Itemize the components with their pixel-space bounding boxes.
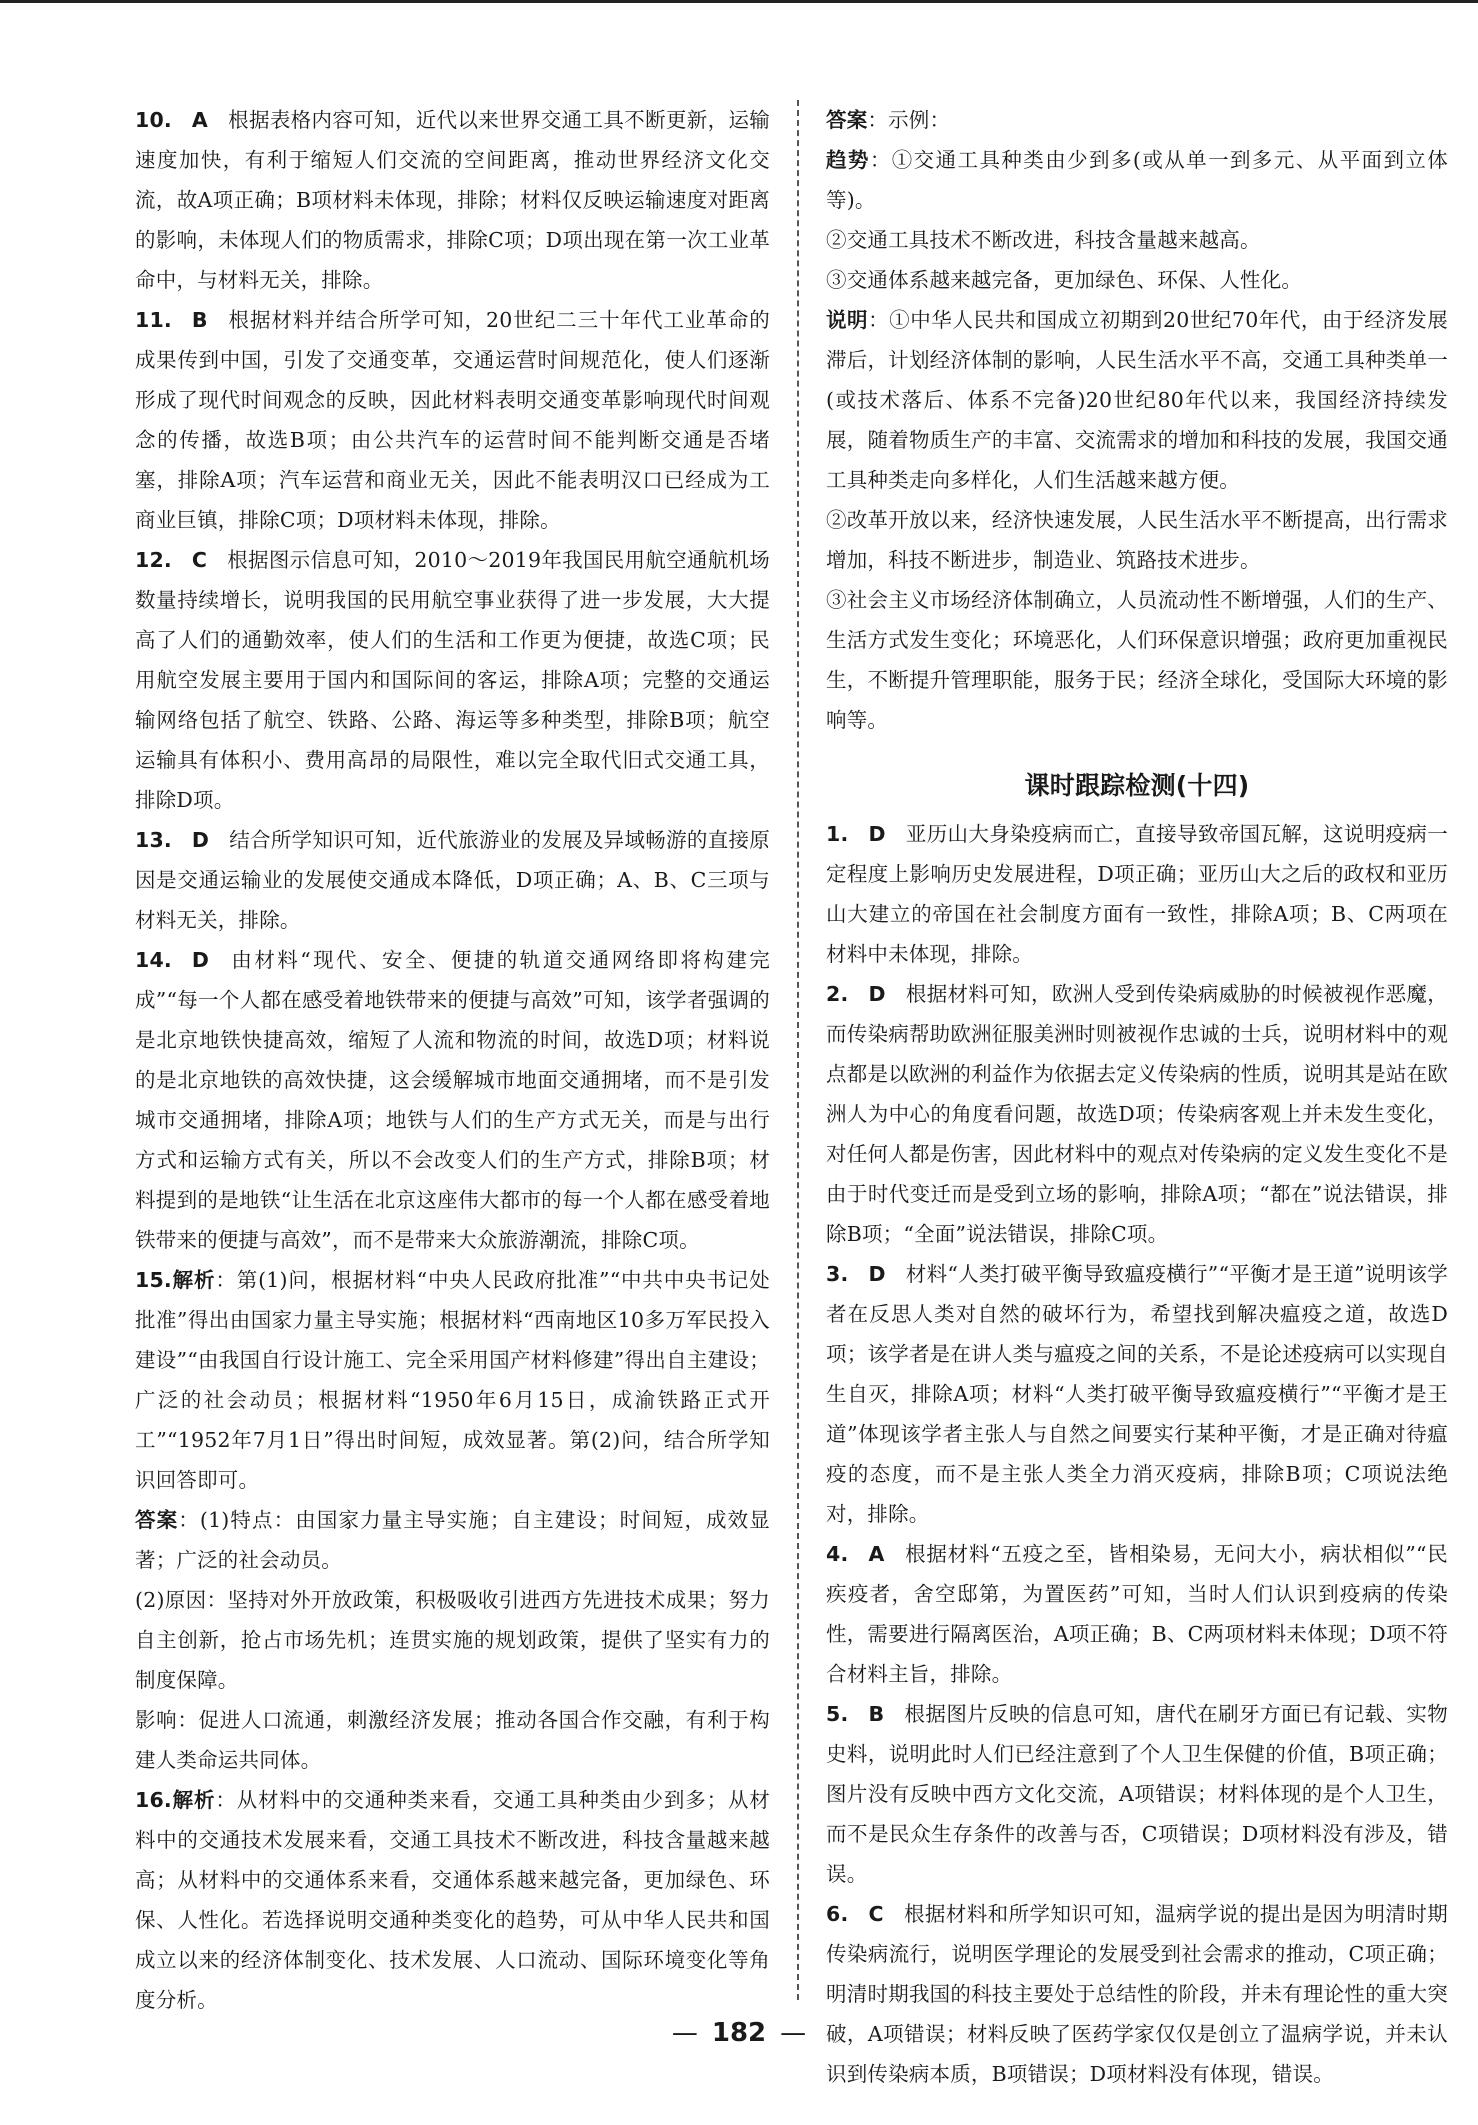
explain-2: ②改革开放以来，经济快速发展，人民生活水平不断提高，出行需求增加，科技不断进步，制造业、筑路技术进步。 [826, 508, 1448, 572]
answer-item-15: 15.解析：第(1)问，根据材料“中央人民政府批准”“中共中央书记处批准”得出由国家力量主导实施；根据材料“西南地区10多万军民投入建设”“由我国自行设计施工、完全采用国产材料修建”得出自主建设；广泛的社会动员；根据材料“1950年6月15日，成渝铁路正式开工”“1952年7月1日”得出时间短，成效显著。第(2)问，结合所学知识回答即可。 [135, 1268, 771, 1492]
trend-2: ②交通工具技术不断改进，科技含量越来越高。 [826, 228, 1261, 252]
answer-item-16: 16.解析：从材料中的交通种类来看，交通工具种类由少到多；从材料中的交通技术发展来看，交通工具技术不断改进，科技含量越来越高；从材料中的交通体系来看，交通体系越来越完备，更加绿色、环保、人性化。若选择说明交通种类变化的趋势，可从中华人民共和国成立以来的经济体制变化、技术发展、人口流动、国际环境变化等角度分析。 [135, 1788, 771, 2012]
item-text: 根据材料可知，欧洲人受到传染病威胁的时候被视作恶魔，而传染病帮助欧洲征服美洲时则被视作忠诚的士兵，说明材料中的观点都是以欧洲的利益作为依据去定义传染病的性质，说明其是站在欧洲人为中心的角度看问题，故选D项；传染病客观上并未发生变化，对任何人都是伤害，因此材料中的观点对传染病的定义发生变化不是由于时代变迁而是受到立场的影响，排除A项；“都在”说法错误，排除B项；“全面”说法错误，排除C项。 [826, 982, 1448, 1246]
left-column [135, 100, 770, 2020]
answer-item-14 [135, 940, 770, 1260]
answer-item-11 [135, 300, 770, 540]
item-head: 14. D [135, 948, 210, 972]
q15-answer-3: 影响：促进人口流通，刺激经济发展；推动各国合作交融，有利于构建人类命运共同体。 [135, 1708, 770, 1772]
item-text: 根据表格内容可知，近代以来世界交通工具不断更新，运输速度加快，有利于缩短人们交流的空间距离，推动世界经济文化交流，故A项正确；B项材料未体现，排除；材料仅反映运输速度对距离的影响，未体现人们的物质需求，排除C项；D项出现在第一次工业革命中，与材料无关，排除。 [135, 108, 770, 292]
section-title: 课时跟踪检测(十四) [1024, 771, 1250, 800]
answer-label: 答案 [135, 1508, 179, 1532]
trend-3: ③交通体系越来越完备，更加绿色、环保、人性化。 [826, 268, 1303, 292]
answer-item-10 [135, 100, 770, 300]
page-number: 182 [711, 2018, 767, 2048]
right-column [826, 100, 1448, 2094]
answer-label: 答案 [826, 108, 868, 132]
item-head: 4. A [826, 1542, 885, 1566]
trend-1: 趋势：①交通工具种类由少到多(或从单一到多元、从平面到立体等)。 [826, 148, 1448, 212]
item-head: 12. C [135, 548, 208, 572]
explain-1: 说明：①中华人民共和国成立初期到20世纪70年代，由于经济发展滞后，计划经济体制的影响，人民生活水平不高，交通工具种类单一(或技术落后、体系不完备)20世纪80年代以来，我国经济持续发展，随着物质生产的丰富、交流需求的增加和科技的发展，我国交通工具种类走向多样化，人们生活越来越方便。 [826, 308, 1448, 492]
trend-label: 趋势 [826, 148, 870, 172]
item-head: 1. D [826, 822, 886, 846]
q15-answer-1: 答案：(1)特点：由国家力量主导实施；自主建设；时间短，成效显著；广泛的社会动员。 [135, 1508, 770, 1572]
item-head: 11. B [135, 308, 208, 332]
answer-item-12 [135, 540, 770, 820]
explain-3: ③社会主义市场经济体制确立，人员流动性不断增强，人们的生产、生活方式发生变化；环境恶化，人们环保意识增强；政府更加重视民生，不断提升管理职能，服务于民；经济全球化，受国际大环境的影响等。 [826, 588, 1448, 732]
analysis-text: ：从材料中的交通种类来看，交通工具种类由少到多；从材料中的交通技术发展来看，交通工具技术不断改进，科技含量越来越高；从材料中的交通体系来看，交通体系越来越完备，更加绿色、环保、人性化。若选择说明交通种类变化的趋势，可从中华人民共和国成立以来的经济体制变化、技术发展、人口流动、国际环境变化等角度分析。 [135, 1788, 771, 2012]
item-text: 根据材料和所学知识可知，温病学说的提出是因为明清时期传染病流行，说明医学理论的发展受到社会需求的推动，C项正确；明清时期我国的科技主要处于总结性的阶段，并未有理论性的重大突破，A项错误；材料反映了医药学家仅仅是创立了温病学说，并未认识到传染病本质，B项错误；D项材料没有体现，错误。 [826, 1902, 1448, 2086]
item-text: 亚历山大身染疫病而亡，直接导致帝国瓦解，这说明疫病一定程度上影响历史发展进程，D项正确；亚历山大之后的政权和亚历山大建立的帝国在社会制度方面有一致性，排除A项；B、C两项在材料中未体现，排除。 [826, 822, 1448, 966]
item-head: 5. B [826, 1702, 885, 1726]
item-head: 2. D [826, 982, 886, 1006]
footer-dash-right: — [780, 2018, 807, 2048]
column-divider [797, 100, 799, 2000]
page-number-footer [0, 2018, 1478, 2048]
item-text: 根据材料并结合所学可知，20世纪二三十年代工业革命的成果传到中国，引发了交通变革，交通运营时间规范化，使人们逐渐形成了现代时间观念的反映，因此材料表明交通变革影响现代时间观念的传播，故选B项；由公共汽车的运营时间不能判断交通是否堵塞，排除A项；汽车运营和商业无关，因此不能表明汉口已经成为工商业巨镇，排除C项；D项材料未体现，排除。 [135, 308, 770, 532]
item-head: 13. D [135, 828, 210, 852]
answer-item-2 [826, 974, 1448, 1254]
top-border-rule [0, 0, 1478, 3]
footer-dash-left: — [671, 2018, 698, 2048]
answer-item-4 [826, 1534, 1448, 1694]
item-text: 根据图片反映的信息可知，唐代在刷牙方面已有记载、实物史料，说明此时人们已经注意到了个人卫生保健的价值，B项正确；图片没有反映中西方文化交流，A项错误；材料体现的是个人卫生，而不是民众生存条件的改善与否，C项错误；D项材料没有涉及，错误。 [826, 1702, 1448, 1886]
q15-answer-2: (2)原因：坚持对外开放政策，积极吸收引进西方先进技术成果；努力自主创新，抢占市场先机；连贯实施的规划政策，提供了坚实有力的制度保障。 [135, 1588, 770, 1692]
answer-item-3 [826, 1254, 1448, 1534]
item-text: 结合所学知识可知，近代旅游业的发展及异域畅游的直接原因是交通运输业的发展使交通成本降低，D项正确；A、B、C三项与材料无关，排除。 [135, 828, 770, 932]
answer-item-13 [135, 820, 770, 940]
item-head: 3. D [826, 1262, 886, 1286]
answer-item-1 [826, 814, 1448, 974]
analysis-text: ：第(1)问，根据材料“中央人民政府批准”“中共中央书记处批准”得出由国家力量主导实施；根据材料“西南地区10多万军民投入建设”“由我国自行设计施工、完全采用国产材料修建”得出自主建设；广泛的社会动员；根据材料“1950年6月15日，成渝铁路正式开工”“1952年7月1日”得出时间短，成效显著。第(2)问，结合所学知识回答即可。 [135, 1268, 771, 1492]
analysis-label: 解析 [171, 1788, 216, 1812]
item-head: 10. A [135, 108, 208, 132]
answer-item-5 [826, 1694, 1448, 1894]
item-head: 6. C [826, 1902, 884, 1926]
analysis-label: 解析 [171, 1268, 216, 1292]
item-text: 根据材料“五疫之至，皆相染易，无问大小，病状相似”“民疾疫者，舍空邸第，为置医药”可知，当时人们认识到疫病的传染性，需要进行隔离医治，A项正确；B、C两项材料未体现；D项不符合材料主旨，排除。 [826, 1542, 1448, 1686]
item-text: 材料“人类打破平衡导致瘟疫横行”“平衡才是王道”说明该学者在反思人类对自然的破坏行为，希望找到解决瘟疫之道，故选D项；该学者是在讲人类与瘟疫之间的关系，不是论述疫病可以实现自生自灭，排除A项；材料“人类打破平衡导致瘟疫横行”“平衡才是王道”体现该学者主张人与自然之间要实行某种平衡，才是正确对待瘟疫的态度，而不是主张人类全力消灭疫病，排除B项；C项说法绝对，排除。 [826, 1262, 1448, 1526]
answer-item-6 [826, 1894, 1448, 2094]
q16-answer-intro: 答案：示例： [826, 108, 951, 132]
explain-label: 说明 [826, 308, 869, 332]
item-text: 由材料“现代、安全、便捷的轨道交通网络即将构建完成”“每一个人都在感受着地铁带来的便捷与高效”可知，该学者强调的是北京地铁快捷高效，缩短了人流和物流的时间，故选D项；材料说的是北京地铁的高效快捷，这会缓解城市地面交通拥堵，而不是引发城市交通拥堵，排除A项；地铁与人们的生产方式无关，而是与出行方式和运输方式有关，所以不会改变人们的生产方式，排除B项；材料提到的是地铁“让生活在北京这座伟大都市的每一个人都在感受着地铁带来的便捷与高效”，而不是带来大众旅游潮流，排除C项。 [135, 948, 770, 1252]
item-text: 根据图示信息可知，2010～2019年我国民用航空通航机场数量持续增长，说明我国的民用航空事业获得了进一步发展，大大提高了人们的通勤效率，使人们的生活和工作更为便捷，故选C项；民用航空发展主要用于国内和国际间的客运，排除A项；完整的交通运输网络包括了航空、铁路、公路、海运等多种类型，排除B项；航空运输具有体积小、费用高昂的局限性，难以完全取代旧式交通工具，排除D项。 [135, 548, 770, 812]
